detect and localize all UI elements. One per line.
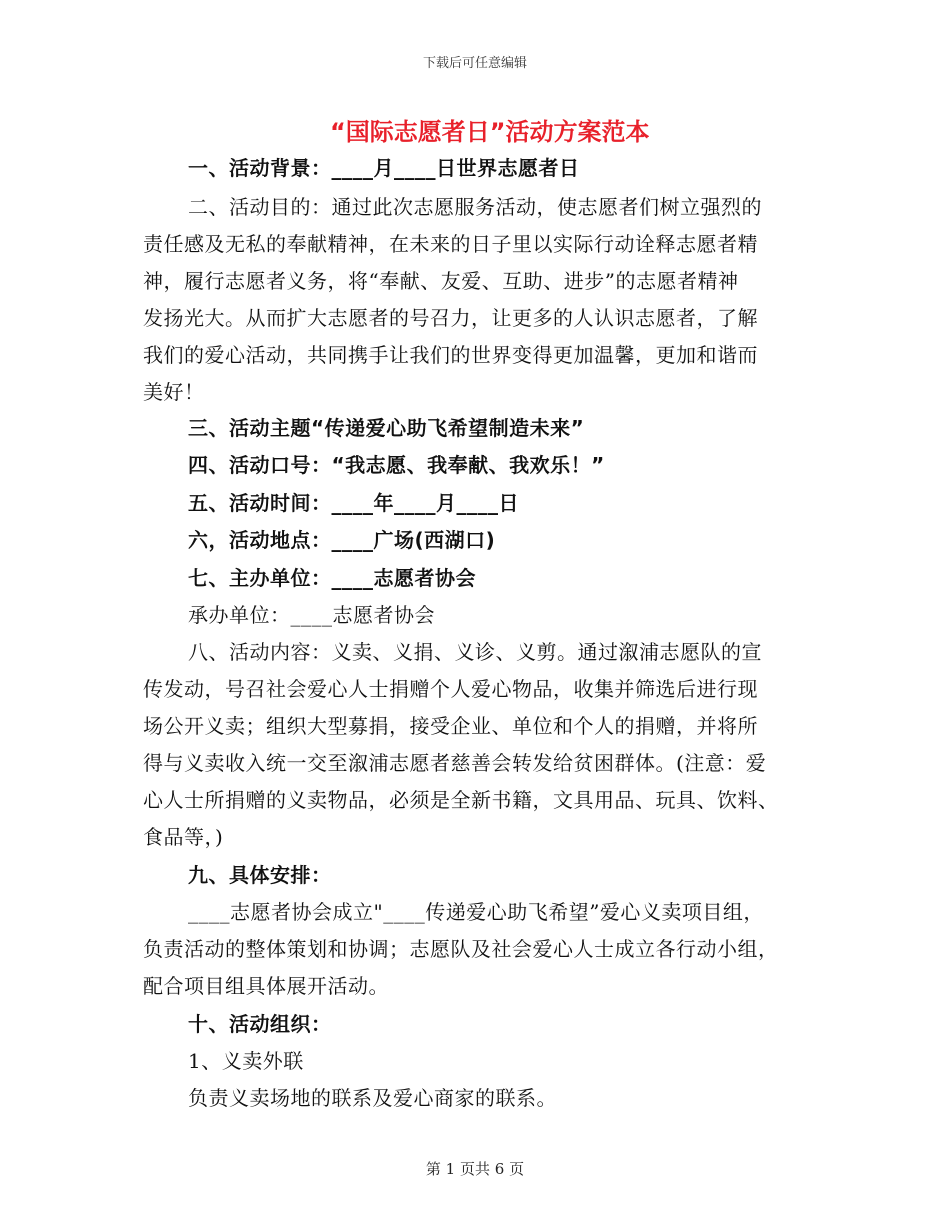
section-4-slogan: 四、活动口号：“我志愿、我奉献、我欢乐！” <box>188 453 605 477</box>
section-10-organization: 十、活动组织： <box>188 1012 332 1036</box>
paragraph-line: 传发动，号召社会爱心人士捐赠个人爱心物品，收集并筛选后进行现 <box>143 677 758 701</box>
co-organizer-line: 承办单位：____志愿者协会 <box>188 603 435 627</box>
header-note: 下载后可任意编辑 <box>422 56 527 71</box>
paragraph-line: ____志愿者协会成立"____传递爱心助飞希望”爱心义卖项目组， <box>188 900 764 924</box>
paragraph-line: 神，履行志愿者义务，将“奉献、友爱、互助、进步”的志愿者精神 <box>143 269 739 293</box>
paragraph-line: 食品等，) <box>143 825 224 849</box>
paragraph-line: 场公开义卖；组织大型募捐，接受企业、单位和个人的捐赠，并将所 <box>143 714 758 738</box>
paragraph-line: 发扬光大。从而扩大志愿者的号召力，让更多的人认识志愿者，了解 <box>143 306 758 330</box>
document-title: “国际志愿者日”活动方案范本 <box>330 118 650 146</box>
subsection-1-sales-liaison: 1、义卖外联 <box>188 1049 304 1073</box>
paragraph-line: 责任感及无私的奉献精神，在未来的日子里以实际行动诠释志愿者精 <box>143 232 758 256</box>
paragraph-line: 心人士所捐赠的义卖物品，必须是全新书籍，文具用品、玩具、饮料、 <box>143 788 779 812</box>
page-number-footer: 第 1 页共 6 页 <box>425 1160 525 1178</box>
paragraph-line: 我们的爱心活动，共同携手让我们的世界变得更加温馨，更加和谐而 <box>143 343 758 367</box>
paragraph-line: 负责义卖场地的联系及爱心商家的联系。 <box>188 1086 557 1110</box>
section-9-arrangement: 九、具体安排： <box>188 863 332 887</box>
paragraph-line: 负责活动的整体策划和协调；志愿队及社会爱心人士成立各行动小组， <box>143 937 779 961</box>
section-5-time: 五、活动时间：____年____月____日 <box>188 491 519 515</box>
section-8-content: 八、活动内容：义卖、义捐、义诊、义剪。通过溆浦志愿队的宣 <box>188 640 762 664</box>
section-6-location: 六，活动地点：____广场(西湖口) <box>188 528 496 552</box>
paragraph-line: 美好！ <box>143 380 205 404</box>
section-7-organizer: 七、主办单位：____志愿者协会 <box>188 566 476 590</box>
section-3-theme: 三、活动主题“传递爱心助飞希望制造未来” <box>188 416 585 440</box>
paragraph-line: 配合项目组具体展开活动。 <box>143 974 389 998</box>
section-2-purpose: 二、活动目的：通过此次志愿服务活动，使志愿者们树立强烈的 <box>188 195 762 219</box>
paragraph-line: 得与义卖收入统一交至溆浦志愿者慈善会转发给贫困群体。(注意：爱 <box>143 751 767 775</box>
section-1-background: 一、活动背景：____月____日世界志愿者日 <box>188 156 580 180</box>
